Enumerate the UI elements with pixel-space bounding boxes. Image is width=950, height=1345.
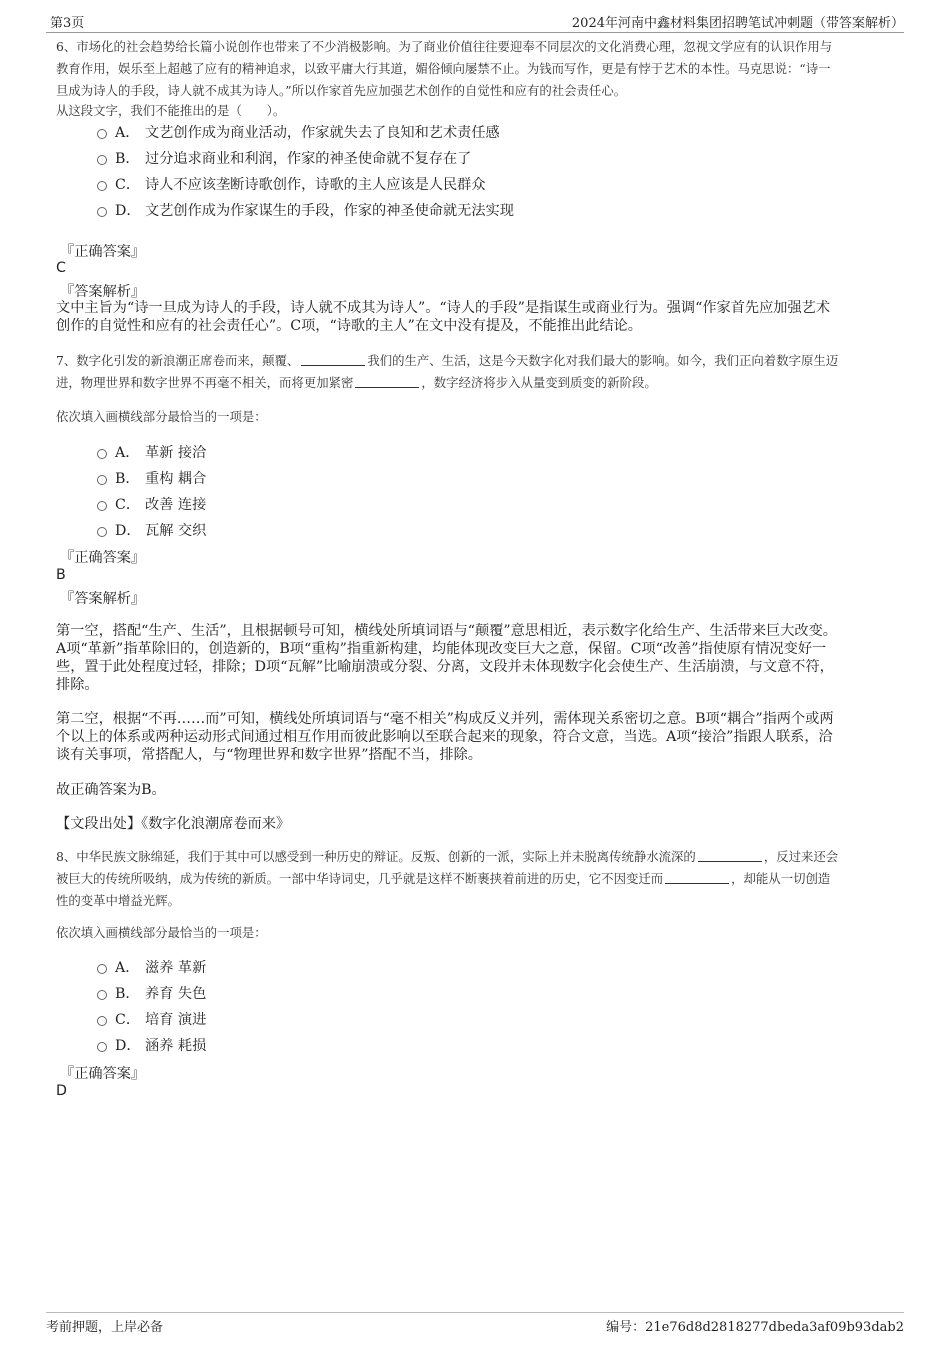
q6-stem-line: 6、市场化的社会趋势给长篇小说创作也带来了不少消极影响。为了商业价值往往要迎奉不同层次的文化消费心理，忽视文学应有的认识作用与 (56, 39, 833, 54)
q7-analysis-para-2: 第二空，根据“不再……而”可知，横线处所填词语与“毫不相关”构成反义并列，需体现关系密切之意。B项“耦合”指两个或两 个以上的体系或两种运动形式间通过相互作用而彼此影响以至联合起来的现象，符合文意，当选。A项“接洽”指跟人联系，洽 谈有关事项，常搭配人，与“物理世界和数字世界”搭配不当，排除。 (56, 711, 834, 763)
q7-stem: 7、数字化引发的新浪潮正席卷而来，颠覆、 我们的生产、生活，这是今天数字化对我们最大的影响。如今，我们正向着数字原生迈 进，物理世界和数字世界不再毫不相关，而将更加紧密 ，数字经济将步入从量变到质变的新阶段。 (56, 353, 839, 390)
q6-answer: C (56, 260, 66, 276)
q6-options (97, 122, 514, 226)
radio-icon[interactable] (97, 1042, 107, 1052)
q6-analysis-line: 文中主旨为“诗一旦成为诗人的手段，诗人就不成其为诗人”。“诗人的手段”是指谋生或商业行为。强调“作家首先应加强艺术 (56, 300, 831, 316)
q6-option-b[interactable]: B． 过分追求商业和利润，作家的神圣使命就不复存在了 (97, 148, 514, 174)
fill-blank (698, 849, 762, 862)
q7-option-a[interactable]: A． 革新 接洽 (97, 442, 206, 468)
q8-stem: 8、中华民族文脉绵延，我们于其中可以感受到一种历史的辩证。反叛、创新的一派，实际上并未脱离传统静水流深的 ，反过来还会 被巨大的传统所吸纳，成为传统的新质。一部中华诗词史，几乎就是这样不断裹挟着前进的历史，它不因变迁而 ，却能从一切创造 性的变革中增益光辉。 (56, 849, 839, 908)
q8-option-c[interactable]: C． 培育 演进 (97, 1009, 206, 1035)
q7-analysis-para-1: 第一空，搭配“生产、生活”，且根据顿号可知，横线处所填词语与“颠覆”意思相近，表示数字化给生产、生活带来巨大改变。 A项“革新”指革除旧的，创造新的，B项“重构”指重新构建，均能体现改变巨大之意，保留。C项“改善”指使原有情况变好一 些，置于此处程度过轻，排除；D项“瓦解”比喻崩溃或分裂、分离，文段并未体现数字化会使生产、生活崩溃，与文意不符， 排除。 (56, 623, 837, 693)
header-divider (46, 32, 904, 33)
footer-slogan: 考前押题，上岸必备 (46, 1320, 164, 1335)
radio-icon[interactable] (97, 449, 107, 459)
radio-icon[interactable] (97, 207, 107, 217)
page-header (50, 12, 904, 30)
q6-stem (56, 36, 896, 102)
q6-analysis (56, 299, 896, 335)
q7-option-c[interactable]: C． 改善 连接 (97, 494, 206, 520)
q8-answer: D (56, 1083, 67, 1099)
radio-icon[interactable] (97, 501, 107, 511)
fill-blank (301, 353, 365, 366)
radio-icon[interactable] (97, 129, 107, 139)
q7-answer-label: 『正确答案』 (60, 550, 146, 566)
q6-option-a[interactable]: A． 文艺创作成为商业活动，作家就失去了良知和艺术责任感 (97, 122, 514, 148)
q8-option-a[interactable]: A． 滋养 革新 (97, 957, 206, 983)
document-title: 2024年河南中鑫材料集团招聘笔试冲刺题（带答案解析） (571, 16, 904, 31)
q8-prompt: 依次填入画横线部分最恰当的一项是： (56, 925, 267, 940)
footer-document-id: 编号：21e76d8d2818277dbeda3af09b93dab2 (606, 1320, 904, 1335)
radio-icon[interactable] (97, 155, 107, 165)
q7-options (97, 442, 206, 546)
q8-answer-label: 『正确答案』 (60, 1066, 146, 1082)
q7-option-b[interactable]: B． 重构 耦合 (97, 468, 206, 494)
q6-analysis-line: 创作的自觉性和应有的社会责任心”。C项，“诗歌的主人”在文中没有提及，不能推出此结论。 (56, 318, 642, 334)
q7-source: 【文段出处】《数字化浪潮席卷而来》 (56, 816, 291, 832)
radio-icon[interactable] (97, 181, 107, 191)
fill-blank (355, 375, 419, 388)
radio-icon[interactable] (97, 990, 107, 1000)
page-footer (46, 1312, 904, 1335)
q8-options (97, 957, 206, 1061)
q6-option-c[interactable]: C． 诗人不应该垄断诗歌创作，诗歌的主人应该是人民群众 (97, 174, 514, 200)
q8-option-d[interactable]: D． 涵养 耗损 (97, 1035, 206, 1061)
radio-icon[interactable] (97, 527, 107, 537)
q6-option-d[interactable]: D． 文艺创作成为作家谋生的手段，作家的神圣使命就无法实现 (97, 200, 514, 226)
q7-prompt: 依次填入画横线部分最恰当的一项是： (56, 409, 267, 424)
q6-analysis-label: 『答案解析』 (60, 284, 146, 300)
q7-option-d[interactable]: D． 瓦解 交织 (97, 520, 206, 546)
radio-icon[interactable] (97, 1016, 107, 1026)
q7-conclusion: 故正确答案为B。 (56, 782, 166, 798)
page-number: 第3页 (50, 16, 85, 31)
q6-stem-line: 旦成为诗人的手段，诗人就不成其为诗人。”所以作家首先应加强艺术创作的自觉性和应有的社会责任心。 (56, 83, 627, 98)
q6-stem-line: 教育作用，娱乐至上超越了应有的精神追求，以致平庸大行其道，媚俗倾向屡禁不止。为钱而写作，更是有悖于艺术的本性。马克思说：“诗一 (56, 61, 831, 76)
q6-answer-label: 『正确答案』 (60, 244, 146, 260)
q6-prompt: 从这段文字，我们不能推出的是（ ）。 (56, 103, 286, 118)
radio-icon[interactable] (97, 475, 107, 485)
q8-option-b[interactable]: B． 养育 失色 (97, 983, 206, 1009)
fill-blank (665, 871, 729, 884)
radio-icon[interactable] (97, 964, 107, 974)
q7-analysis-label: 『答案解析』 (60, 591, 146, 607)
q7-answer: B (56, 567, 66, 583)
